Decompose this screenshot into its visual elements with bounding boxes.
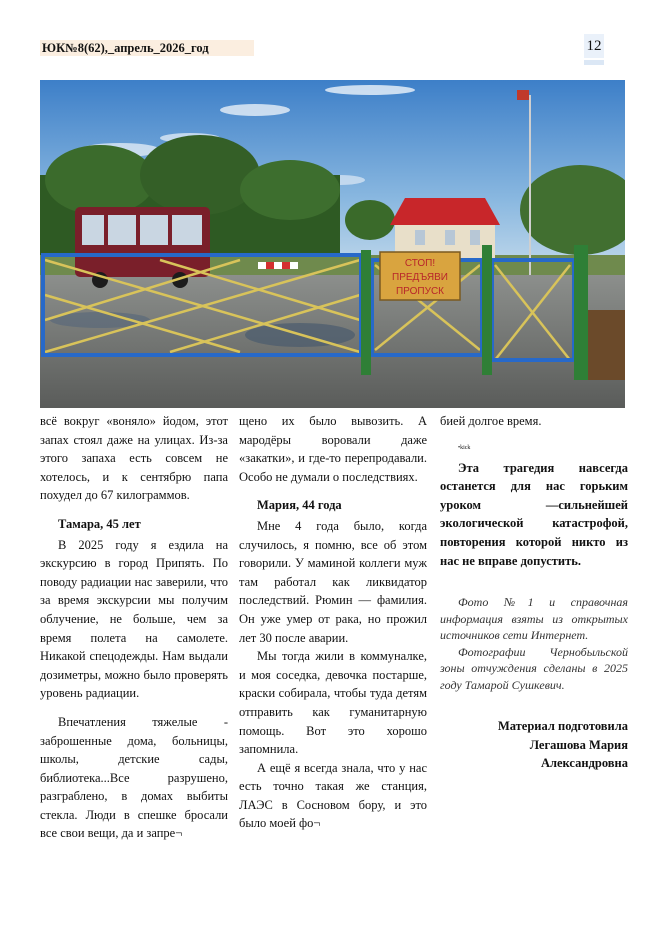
column-2 — [239, 412, 427, 833]
paragraph: бией долгое время. — [440, 414, 542, 428]
photo-credit: Фотографии Чернобыльской зоны отчуждения сделаны в 2025 году Тамарой Сушкевич. — [440, 644, 628, 692]
section-heading-tamara: Тамара, 45 лет — [58, 516, 141, 531]
photo-credit: Фото №1 и справочная информация взяты из открытых источников сети Интернет. — [440, 595, 628, 643]
paragraph: всё вокруг «воняло» йодом, этот запах стоял даже на улицах. Из-за этого запаха есть совсем не хотелось, и к сентябрю папа похудел до 67 килограммов. — [40, 414, 228, 503]
sign-line-3: ПРОПУСК — [395, 286, 445, 297]
signature-line: Легашова Мария — [529, 737, 628, 752]
signature-line: Александровна — [540, 756, 628, 771]
section-heading-maria: Мария, 44 года — [257, 498, 342, 513]
sign-line-2: ПРЕДЪЯВИ — [392, 272, 448, 283]
paragraph: Мне 4 года было, когда случилось, я помню, все об этом говорили. У маминой коллеги муж там работал как ликвидатор последствий. Рюмин — фамилия. Он уже умер от рака, но прожил лет 30 после аварии. — [239, 518, 427, 645]
paragraph: Впечатления тяжелые - заброшенные дома, больницы, школы, детские сады, библиотека...Все разрушено, разграблено, в домах выбиты стекла. Люди в спешке бросали все свои вещи, да и запре¬ — [40, 714, 228, 841]
paragraph: В 2025 году я ездила на экскурсию в город Припять. По поводу радиации нас заверили, что за время экскурсии мы получим облучение, не больше, чем за время полета на самолете. Никакой спецодежды. Нам выдали дозиметры, можно было проверять уровень радиации. — [40, 537, 228, 701]
paragraph: щено их было вывозить. А мародёры воровали даже «закатки», и где-то перепродавали. Особо не думали о последствиях. — [239, 414, 427, 484]
column-3 — [440, 412, 628, 773]
signature-line: Материал подготовила — [497, 719, 628, 734]
page-number-bar — [584, 60, 604, 65]
checkpoint-photo — [40, 80, 625, 408]
small-mark: •kick — [458, 444, 471, 451]
conclusion-text: Эта трагедия навсегда останется для нас горьким уроком —сильнейшей экологической катастрофой, повторения которой никто из нас не вправе допустить. — [440, 460, 628, 568]
paragraph: Мы тогда жили в коммуналке, и моя соседка, девочка постарше, краски собирала, чтобы туда детям отправить как гуманитарную помощь. Вот это хорошо запомнила. — [239, 649, 427, 757]
column-1 — [40, 412, 228, 843]
issue-header: ЮК№8(62),_апрель_2026_год — [40, 40, 254, 56]
sign-line-1: СТОП! — [404, 258, 436, 269]
paragraph: А ещё я всегда знала, что у нас есть точно такая же станция, ЛАЭС в Сосновом бору, и это было моей фо¬ — [239, 760, 427, 831]
author-signature — [440, 717, 628, 773]
page-number: 12 — [584, 34, 604, 58]
